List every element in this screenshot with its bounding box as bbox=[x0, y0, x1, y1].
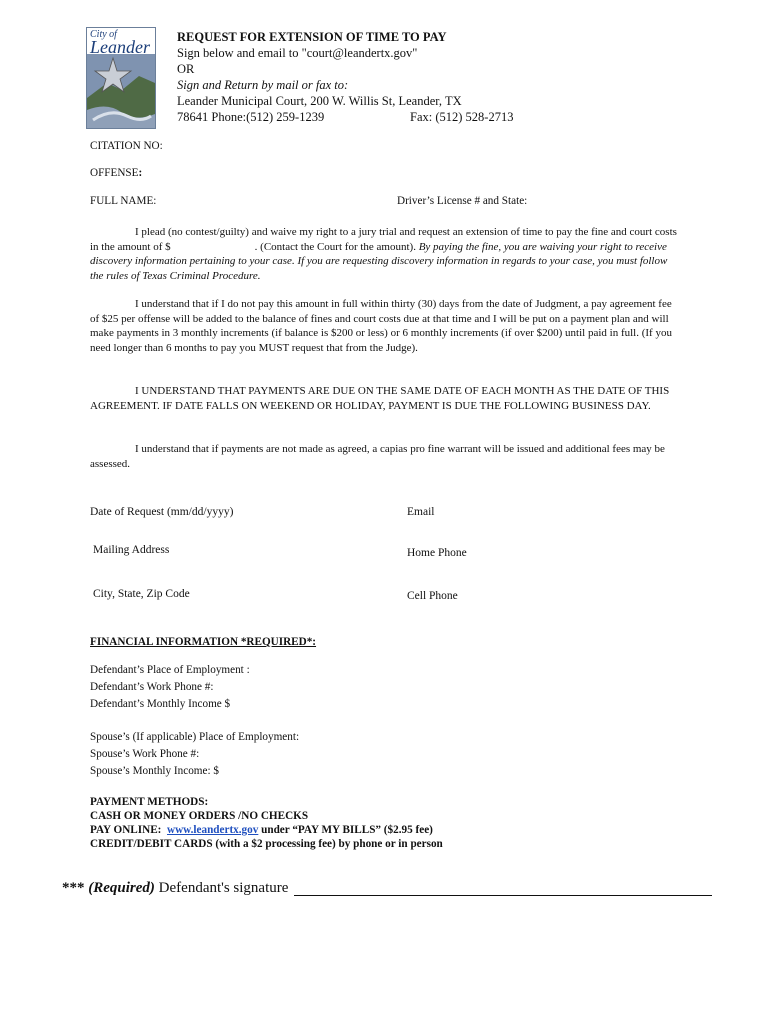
signature-text: Defendant's signature bbox=[158, 880, 289, 896]
pay-online-line: PAY ONLINE: www.leandertx.gov under “PAY MY BILLS” ($2.95 fee) bbox=[90, 824, 433, 836]
court-phone: 78641 Phone:(512) 259-1239 bbox=[177, 110, 325, 124]
signature-line[interactable] bbox=[294, 895, 712, 896]
offense-label: OFFENSE: bbox=[90, 167, 143, 179]
warrant-paragraph: I understand that if payments are not made as agreed, a capias pro fine warrant will be issued and additional fees may be assessed. bbox=[90, 443, 665, 470]
financial-heading: FINANCIAL INFORMATION *REQUIRED*: bbox=[90, 636, 317, 648]
payment-plan-paragraph: I understand that if I do not pay this amount in full within thirty (30) days from the date of Judgment, a pay agreement fee of $25 per offense will be added to the balance of fines and court costs due at that time and I will be put on a payment plan and will make payments in 3 monthly increments (if balance is $200 or less) or 6 monthly increments (if over $200) until paid in full. (If you need longer than 6 months to pay you MUST request that from the Judge). bbox=[90, 298, 672, 354]
date-of-request-field[interactable]: Date of Request (mm/dd/yyyy) bbox=[90, 506, 234, 518]
credit-debit-text: CREDIT/DEBIT CARDS (with a $2 processing fee) by phone or in person bbox=[90, 838, 443, 850]
signature-required: (Required) bbox=[88, 880, 155, 896]
city-state-zip-field[interactable]: City, State, Zip Code bbox=[93, 588, 190, 600]
or-text: OR bbox=[177, 62, 195, 76]
home-phone-field[interactable]: Home Phone bbox=[407, 547, 467, 559]
plea-paragraph: I plead (no contest/guilty) and waive my right to a jury trial and request an extension of time to pay the fine and court costs in the amount of $ . (Contact the Court for the amount). By paying the fine, you are waiving your right to receive discovery information pertaining to your case. If you are requesting discovery information in regards to your case, you must follow the rules of Texas Criminal Procedure. bbox=[90, 226, 677, 282]
defendant-income-field[interactable]: Defendant’s Monthly Income $ bbox=[90, 698, 231, 710]
payment-methods-heading: PAYMENT METHODS: bbox=[90, 796, 209, 808]
email-field[interactable]: Email bbox=[407, 506, 435, 518]
defendant-work-phone-field[interactable]: Defendant’s Work Phone #: bbox=[90, 681, 214, 693]
citation-label: CITATION NO: bbox=[90, 140, 163, 152]
city-logo bbox=[86, 27, 156, 129]
court-fax: Fax: (512) 528-2713 bbox=[410, 110, 514, 124]
logo-city-name: Leander bbox=[90, 37, 150, 57]
signature-label bbox=[62, 880, 288, 897]
due-date-paragraph: I UNDERSTAND THAT PAYMENTS ARE DUE ON THE SAME DATE OF EACH MONTH AS THE DATE OF THIS AGREEMENT. IF DATE FALLS ON WEEKEND OR HOLIDAY, PAYMENT IS DUE THE FOLLOWING BUSINESS DAY. bbox=[90, 385, 670, 412]
spouse-work-phone-field[interactable]: Spouse’s Work Phone #: bbox=[90, 748, 200, 760]
court-address: Leander Municipal Court, 200 W. Willis St, Leander, TX bbox=[177, 94, 462, 108]
mailing-address-field[interactable]: Mailing Address bbox=[93, 544, 170, 556]
signature-stars: *** bbox=[62, 880, 85, 896]
defendant-employment-field[interactable]: Defendant’s Place of Employment : bbox=[90, 664, 250, 676]
spouse-income-field[interactable]: Spouse’s Monthly Income: $ bbox=[90, 765, 219, 777]
leandertx-link[interactable]: www.leandertx.gov bbox=[166, 824, 259, 836]
full-name-label: FULL NAME: bbox=[90, 195, 157, 207]
cell-phone-field[interactable]: Cell Phone bbox=[407, 590, 458, 602]
cash-money-orders-text: CASH OR MONEY ORDERS /NO CHECKS bbox=[90, 810, 309, 822]
logo-city-of: City of bbox=[90, 29, 117, 40]
mail-instruction: Sign and Return by mail or fax to: bbox=[177, 78, 349, 92]
drivers-license-label: Driver’s License # and State: bbox=[397, 195, 528, 207]
email-instruction: Sign below and email to "court@leandertx.gov" bbox=[177, 46, 418, 60]
spouse-employment-field[interactable]: Spouse’s (If applicable) Place of Employment: bbox=[90, 731, 300, 743]
page-title: REQUEST FOR EXTENSION OF TIME TO PAY bbox=[177, 30, 447, 44]
